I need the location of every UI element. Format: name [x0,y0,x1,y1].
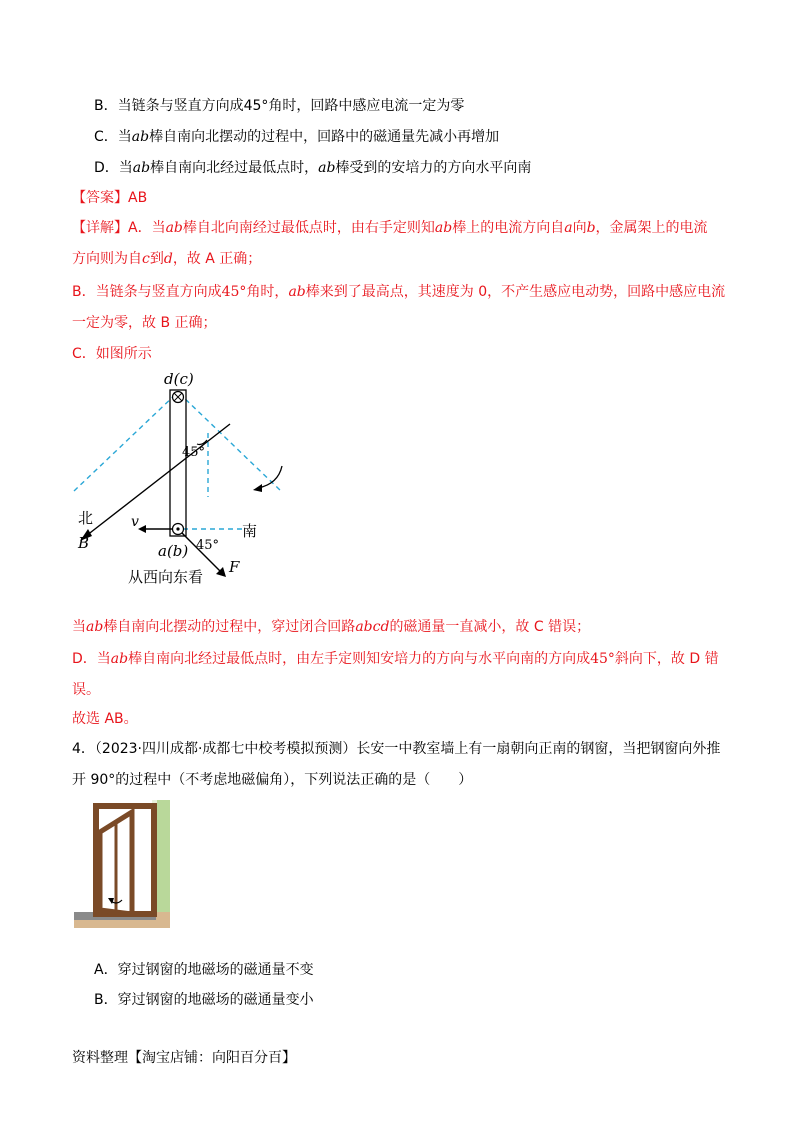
detail-line-7: D．当ab棒自南向北经过最低点时，由左手定则知安培力的方向与水平向南的方向成45°斜向下，故 D 错 [72,651,719,667]
detail-line-5: C．如图所示 [72,346,152,362]
wall [156,800,170,928]
label-south: 南 [242,522,258,540]
label-ab: a(b) [158,542,189,560]
dashed-left-position [74,393,177,491]
q3-option-c: C．当ab棒自南向北摆动的过程中，回路中的磁通量先减小再增加 [94,129,500,145]
dashed-right-position [179,393,282,492]
label-B: B [78,534,90,552]
label-v: v [131,514,139,530]
detail-line-9: 故选 AB。 [72,711,138,727]
detail-line-2: 方向则为自c到d，故 A 正确； [72,251,262,267]
q4-stem-line-2: 开 90°的过程中（不考虑地磁偏角），下列说法正确的是（ ） [72,772,473,788]
q4-option-a: A．穿过钢窗的地磁场的磁通量不变 [94,962,314,978]
label-F: F [229,558,240,576]
window-frame [96,806,154,914]
label-north: 北 [78,509,94,527]
pendulum-diagram [66,366,306,592]
figure-caption: 从西向东看 [128,568,204,586]
answer-line: 【答案】AB [72,190,148,206]
label-angle-bottom: 45° [196,538,220,553]
label-dc: d(c) [164,370,194,388]
footer-source: 资料整理【淘宝店铺：向阳百分百】 [72,1050,296,1066]
q3-option-b: B．当链条与竖直方向成45°角时，回路中感应电流一定为零 [94,98,465,114]
detail-line-4: 一定为零，故 B 正确； [72,315,217,331]
q4-option-b: B．穿过钢窗的地磁场的磁通量变小 [94,992,314,1008]
q3-option-d: D．当ab棒自南向北经过最低点时，ab棒受到的安培力的方向水平向南 [94,160,532,176]
detail-line-3: B．当链条与竖直方向成45°角时，ab棒来到了最高点，其速度为 0，不产生感应电动势，回路中感应电流 [72,284,726,300]
label-angle-top: 45° [182,445,206,460]
steel-window-figure [74,800,174,932]
detail-line-8: 误。 [72,682,100,698]
q4-stem-line-1: 4．（2023·四川成都·成都七中校考模拟预测）长安一中教室墙上有一扇朝向正南的钢窗，当把钢窗向外推 [72,741,721,757]
detail-line-1: 【详解】A．当ab棒自北向南经过最低点时，由右手定则知ab棒上的电流方向自a向b，金属架上的电流 [72,220,708,236]
detail-line-6: 当ab棒自南向北摆动的过程中，穿过闭合回路abcd的磁通量一直减小，故 C 错误； [72,619,591,635]
metal-frame-rod [170,390,186,536]
